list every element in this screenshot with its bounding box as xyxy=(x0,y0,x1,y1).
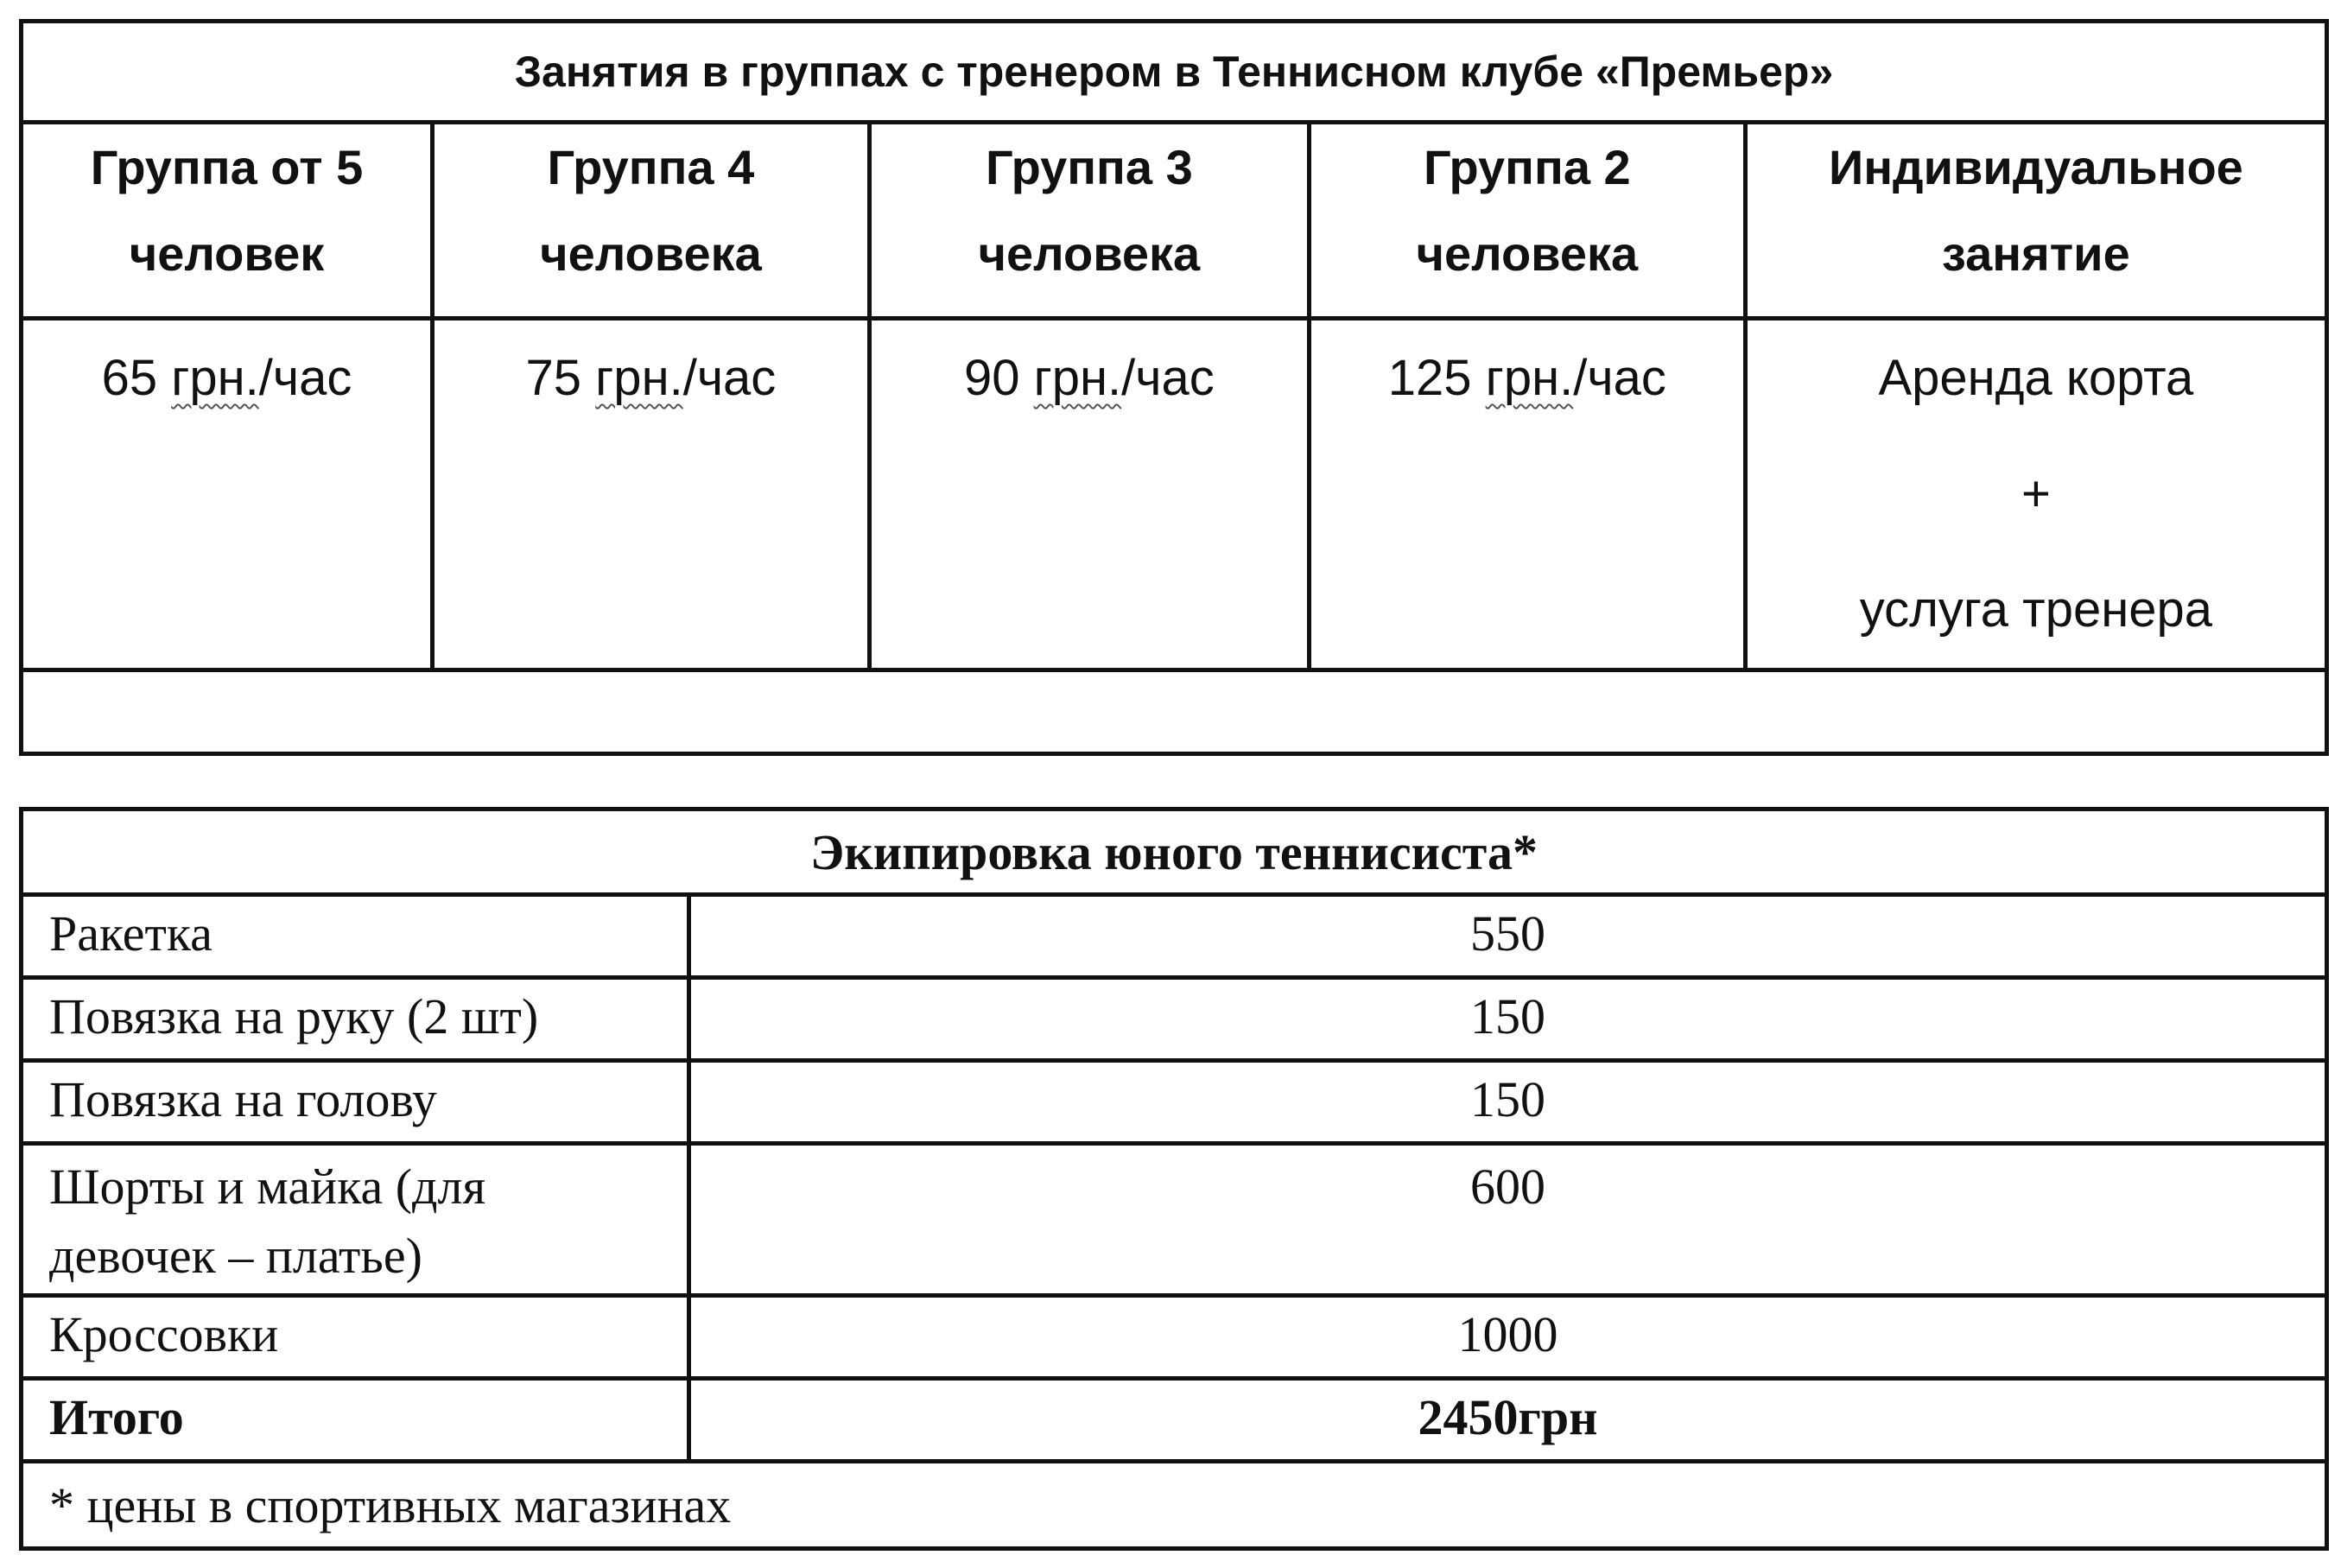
price-group-3: 90 грн./час xyxy=(869,319,1309,670)
footnote: * цены в спортивных магазинах xyxy=(22,1462,2327,1549)
item-label: Шорты и майка (для девочек – платье) xyxy=(22,1144,689,1296)
header-group-5-plus: Группа от 5 человек xyxy=(22,123,433,319)
empty-row xyxy=(22,670,2327,754)
table-row xyxy=(22,978,2327,1061)
item-price: 150 xyxy=(689,1061,2327,1144)
equipment-table xyxy=(19,807,2329,1551)
header-group-4: Группа 4 человека xyxy=(432,123,869,319)
total-row xyxy=(22,1379,2327,1462)
total-label: Итого xyxy=(22,1379,689,1462)
equipment-title: Экипировка юного теннисиста* xyxy=(22,809,2327,895)
group-lessons-table xyxy=(19,19,2329,756)
header-individual: Индивидуальное занятие xyxy=(1745,123,2326,319)
total-value: 2450грн xyxy=(689,1379,2327,1462)
table-row xyxy=(22,895,2327,978)
item-price: 550 xyxy=(689,895,2327,978)
item-price: 150 xyxy=(689,978,2327,1061)
table-row xyxy=(22,1296,2327,1379)
price-individual: Аренда корта + услуга тренера xyxy=(1745,319,2326,670)
header-group-2: Группа 2 человека xyxy=(1309,123,1745,319)
table-row xyxy=(22,1144,2327,1296)
price-group-5-plus: 65 грн./час xyxy=(22,319,433,670)
price-group-4: 75 грн./час xyxy=(432,319,869,670)
item-price: 600 xyxy=(689,1144,2327,1296)
item-label: Кроссовки xyxy=(22,1296,689,1379)
group-lessons-title: Занятия в группах с тренером в Теннисном клубе «Премьер» xyxy=(22,22,2327,123)
item-label: Ракетка xyxy=(22,895,689,978)
item-label: Повязка на голову xyxy=(22,1061,689,1144)
table-row xyxy=(22,1061,2327,1144)
price-group-2: 125 грн./час xyxy=(1309,319,1745,670)
item-price: 1000 xyxy=(689,1296,2327,1379)
header-group-3: Группа 3 человека xyxy=(869,123,1309,319)
item-label: Повязка на руку (2 шт) xyxy=(22,978,689,1061)
